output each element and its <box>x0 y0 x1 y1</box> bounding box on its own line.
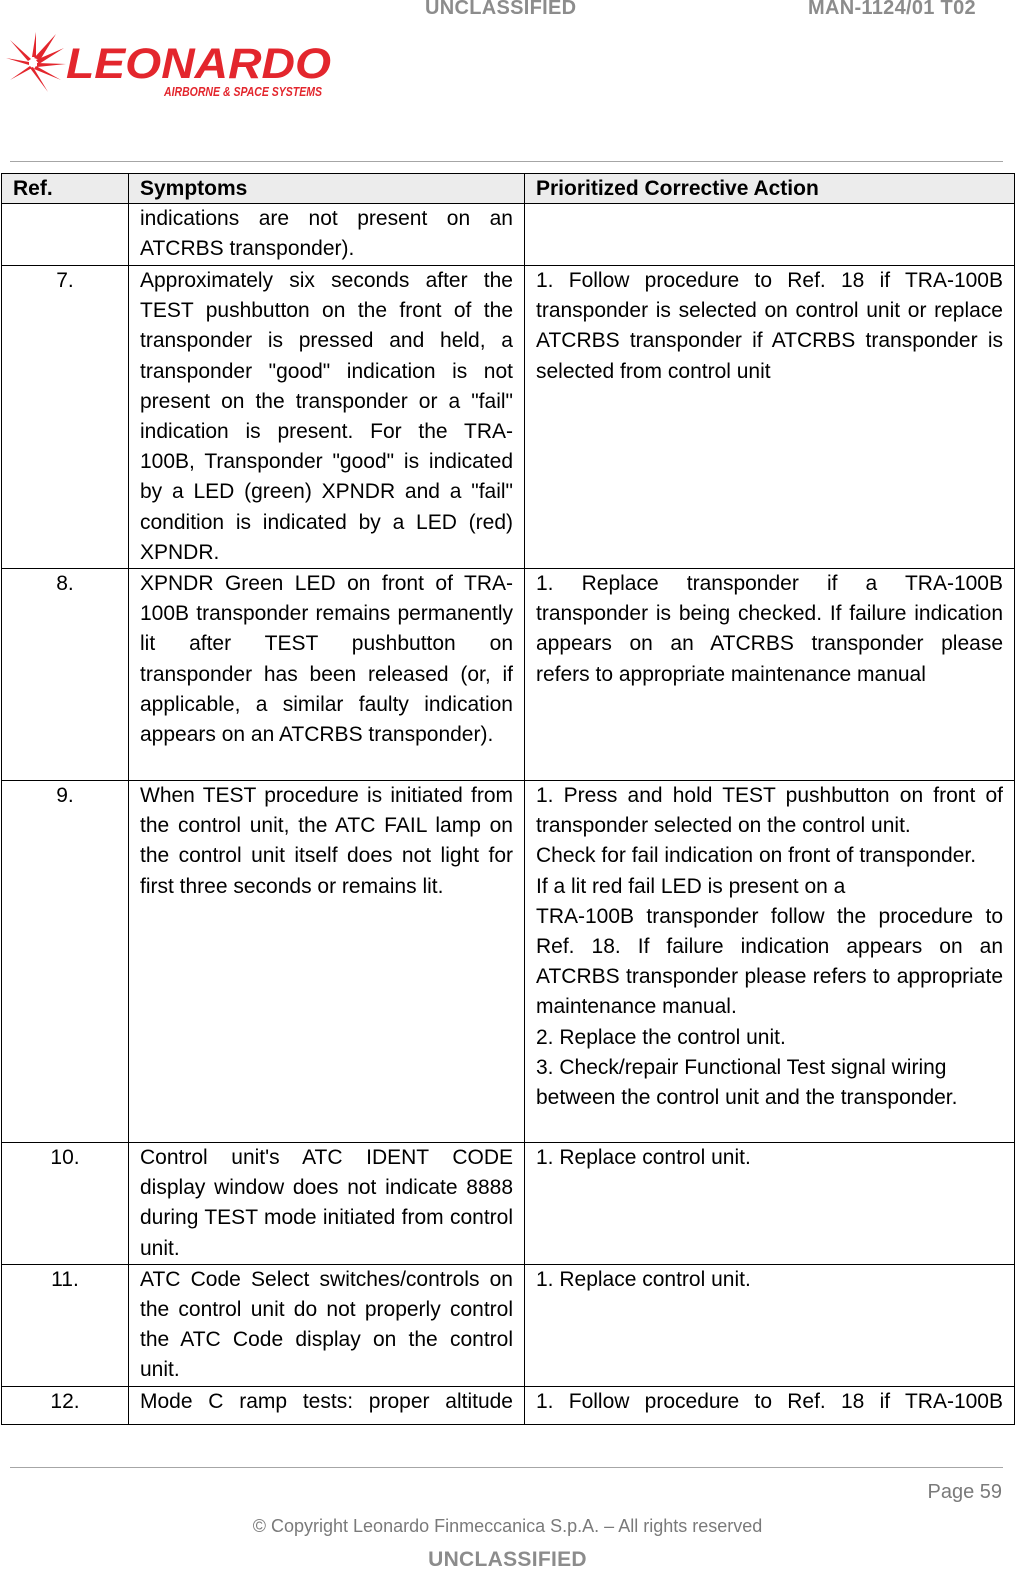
header-classification: UNCLASSIFIED <box>425 0 577 19</box>
action-line: Check for fail indication on front of transponder. <box>536 844 977 868</box>
division-name: AIRBORNE & SPACE SYSTEMS <box>163 85 323 99</box>
symptom-cell: XPNDR Green LED on front of TRA-100B transponder remains permanently lit after TEST pushbutton on transponder has been released (or, if applicable, a similar faulty indication appears on an ATCRBS transponder). <box>129 569 525 781</box>
header-divider <box>10 161 1003 162</box>
symptom-cell: When TEST procedure is initiated from the control unit, the ATC FAIL lamp on the control unit itself does not light for first three seconds or remains lit. <box>129 781 525 1143</box>
column-header-ref: Ref. <box>2 174 129 204</box>
column-header-corrective-action: Prioritized Corrective Action <box>525 174 1015 204</box>
action-line: TRA-100B transponder follow the procedure to Ref. 18. If failure indication appears on an ATCRBS transponder please refers to appropriate maintenance manual. <box>536 904 1003 1019</box>
leonardo-logo <box>6 30 336 105</box>
action-line: 1. Replace transponder if a TRA-100B transponder is being checked. If failure indication appears on an ATCRBS transponder please refers to appropriate maintenance manual <box>536 572 1003 686</box>
ref-cell: 9. <box>2 781 129 1143</box>
action-line: If a lit red fail LED is present on a <box>536 874 846 898</box>
ref-cell: 12. <box>2 1386 129 1424</box>
action-cell <box>525 569 1015 781</box>
header-document-id: MAN-1124/01 T02 <box>808 0 976 19</box>
table-row <box>2 204 1015 266</box>
table-row <box>2 266 1015 569</box>
footer-classification: UNCLASSIFIED <box>428 1548 587 1571</box>
symptom-cell: indications are not present on an ATCRBS transponder). <box>129 204 525 266</box>
table-row <box>2 1143 1015 1265</box>
action-line: 2. Replace the control unit. <box>536 1025 786 1049</box>
ref-cell: 7. <box>2 266 129 569</box>
table-header-row <box>2 174 1015 204</box>
symptom-cell: Control unit's ATC IDENT CODE display window does not indicate 8888 during TEST mode initiated from control unit. <box>129 1143 525 1265</box>
leonardo-wordmark: LEONARDO <box>66 40 331 88</box>
symptom-cell: Approximately six seconds after the TEST pushbutton on the front of the transponder is pressed and held, a transponder "good" indication is not present on the transponder or a "fail" indication is present. For the TRA-100B, Transponder "good" is indicated by a LED (green) XPNDR and a "fail" condition is indicated by a LED (red) XPNDR. <box>129 266 525 569</box>
action-line: 1. Replace control unit. <box>536 1267 751 1291</box>
action-cell <box>525 1143 1015 1265</box>
action-line: 1. Follow procedure to Ref. 18 if TRA-100B transponder is selected on control unit or replace ATCRBS transponder if ATCRBS transponder is selected from control unit <box>536 269 1003 383</box>
table-row <box>2 1386 1015 1424</box>
ref-cell <box>2 204 129 266</box>
ref-cell: 11. <box>2 1264 129 1386</box>
column-header-symptoms: Symptoms <box>129 174 525 204</box>
action-cell <box>525 1264 1015 1386</box>
action-cell <box>525 204 1015 266</box>
action-cell <box>525 266 1015 569</box>
action-line: 3. Check/repair Functional Test signal wiring between the control unit and the transponder. <box>536 1055 958 1110</box>
action-line: 1. Follow procedure to Ref. 18 if TRA-100B <box>536 1389 1003 1413</box>
copyright-notice: © Copyright Leonardo Finmeccanica S.p.A. – All rights reserved <box>252 1516 763 1536</box>
table-row <box>2 781 1015 1143</box>
ref-cell: 10. <box>2 1143 129 1265</box>
page-number: Page 59 <box>927 1481 1002 1503</box>
action-cell <box>525 1386 1015 1424</box>
symptom-cell: ATC Code Select switches/controls on the control unit do not properly control the ATC Code display on the control unit. <box>129 1264 525 1386</box>
footer-divider <box>10 1467 1003 1468</box>
symptom-cell: Mode C ramp tests: proper altitude <box>129 1386 525 1424</box>
leonardo-star-icon <box>6 32 66 92</box>
table-row <box>2 569 1015 781</box>
troubleshooting-table <box>1 173 1015 1425</box>
ref-cell: 8. <box>2 569 129 781</box>
action-line: 1. Replace control unit. <box>536 1146 751 1170</box>
action-line: 1. Press and hold TEST pushbutton on front of transponder selected on the control unit. <box>536 784 1003 838</box>
action-cell <box>525 781 1015 1143</box>
table-row <box>2 1264 1015 1386</box>
